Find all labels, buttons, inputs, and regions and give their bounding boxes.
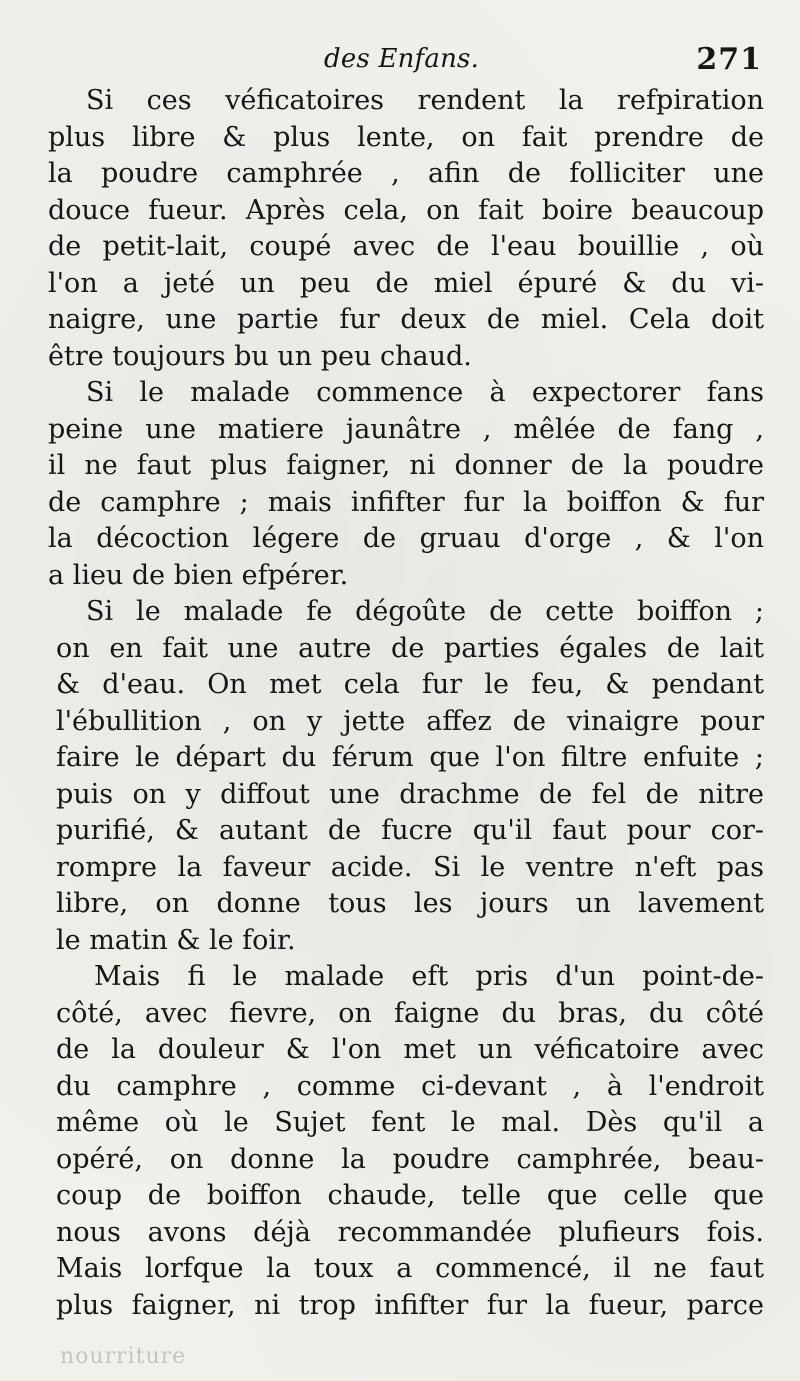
text-line: Mais fi le malade eft pris d'un point-de- bbox=[94, 961, 764, 992]
text-line: libre, on donne tous les jours un lavement bbox=[56, 888, 764, 919]
text-line: côté, avec fievre, on faigne du bras, du côté bbox=[56, 997, 764, 1029]
text-line: a lieu de bien efpérer. bbox=[48, 559, 349, 591]
text-line: faire le départ du férum que l'on filtre enfuite ; bbox=[56, 742, 764, 773]
text-line: puis on y diffout une drachme de fel de nitre bbox=[56, 778, 764, 810]
text-line: Si ces véficatoires rendent la refpiration bbox=[86, 85, 764, 116]
bleed-through-text: nourriture bbox=[60, 1344, 187, 1369]
text-line: de la douleur & l'on met un véficatoire avec bbox=[56, 1034, 764, 1065]
text-line: il ne faut plus faigner, ni donner de la poudre bbox=[48, 450, 764, 481]
text-line: purifié, & autant de fucre qu'il faut pour cor- bbox=[56, 815, 764, 846]
text-line: Mais lorfque la toux a commencé, il ne faut bbox=[56, 1253, 764, 1284]
text-line: plus faigner, ni trop infifter fur la fueur, parce bbox=[56, 1289, 764, 1321]
text-line: plus libre & plus lente, on fait prendre de bbox=[48, 121, 764, 153]
text-line: de camphre ; mais infifter fur la boiffon & fur bbox=[48, 486, 764, 518]
text-line: rompre la faveur acide. Si le ventre n'eft pas bbox=[56, 851, 764, 883]
body-text bbox=[48, 83, 764, 1324]
page-number: 271 bbox=[696, 42, 762, 77]
text-line: l'on a jeté un peu de miel épuré & du vi- bbox=[48, 267, 764, 299]
text-line: Si le malade fe dégoûte de cette boiffon ; bbox=[86, 596, 764, 627]
running-title: des Enfans. bbox=[324, 44, 480, 74]
text-line: douce fueur. Après cela, on fait boire beaucoup bbox=[48, 194, 764, 226]
text-line: naigre, une partie fur deux de miel. Cela doit bbox=[48, 304, 764, 335]
text-line: & d'eau. On met cela fur le feu, & pendant bbox=[56, 669, 764, 700]
text-line: on en fait une autre de parties égales de lait bbox=[56, 632, 764, 664]
text-line: Si le malade commence à expectorer fans bbox=[86, 377, 764, 408]
text-line: coup de boiffon chaude, telle que celle que bbox=[56, 1180, 764, 1211]
text-line: être toujours bu un peu chaud. bbox=[48, 340, 472, 372]
text-line: le matin & le foir. bbox=[56, 924, 296, 956]
text-line: de petit-lait, coupé avec de l'eau bouillie , où bbox=[48, 231, 764, 262]
text-line: l'ébullition , on y jette affez de vinaigre pour bbox=[56, 705, 764, 737]
text-line: peine une matiere jaunâtre , mêlée de fang , bbox=[48, 413, 764, 445]
text-line: du camphre , comme ci-devant , à l'endroit bbox=[56, 1070, 764, 1102]
text-line: opéré, on donne la poudre camphrée, beau- bbox=[56, 1143, 764, 1175]
text-line: nous avons déjà recommandée plufieurs fois. bbox=[56, 1216, 764, 1248]
text-line: même où le Sujet fent le mal. Dès qu'il a bbox=[56, 1107, 764, 1138]
text-line: la poudre camphrée , afin de folliciter une bbox=[48, 158, 764, 189]
text-line: la décoction légere de gruau d'orge , & l'on bbox=[48, 523, 764, 554]
